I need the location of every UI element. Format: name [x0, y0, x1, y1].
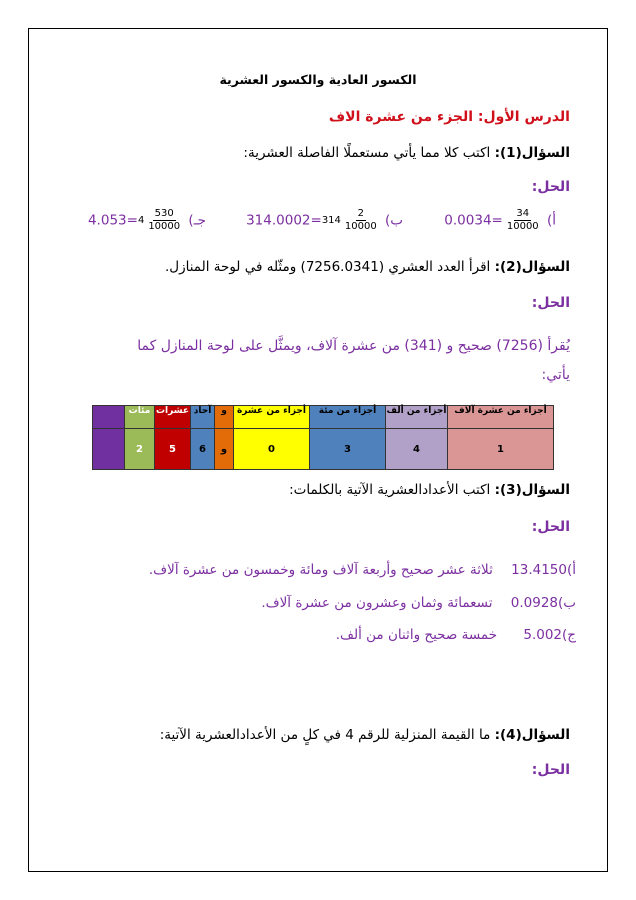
solution-label-4: الحل: [531, 762, 570, 778]
answer-c-denominator: 10000 [148, 221, 181, 232]
question-1-text: اكتب كلا مما يأتي مستعملًا الفاصلة العشرية: [243, 145, 491, 161]
question-3 [289, 482, 570, 498]
place-header-cell: آحاد [191, 406, 215, 429]
q3-answer-c-number: 5.002 [523, 627, 563, 643]
place-value-cell: 3 [310, 429, 386, 470]
q3-answer-c-letter: ج) [562, 627, 576, 643]
place-header-cell: أجزاء من مئة [310, 406, 386, 429]
place-value-cell: 0 [234, 429, 310, 470]
answer-c-result: 4.053 [87, 212, 127, 229]
question-4-label: السؤال(4): [494, 727, 570, 743]
q3-answer-a-number: 13.4150 [511, 562, 567, 578]
question-2-text: اقرأ العدد العشري (7256.0341) ومثّله في لوحة المنازل. [164, 259, 491, 275]
answer-a-numerator: 34 [516, 208, 530, 219]
question-4-text: ما القيمة المنزلية للرقم 4 في كلٍ من الأعدادالعشرية الآتية: [159, 727, 491, 743]
answer-b-letter: ب) [385, 212, 403, 229]
answer-c-letter: جـ) [188, 212, 206, 229]
place-header-cell: مئات [125, 406, 155, 429]
place-header-cell: أجزاء من ألف [386, 406, 448, 429]
q1-answer-c [88, 208, 206, 233]
answer-a-equals: = [491, 212, 503, 229]
place-header-cell: أجزاء من عشرة آلاف [448, 406, 554, 429]
answer-b-equals: = [310, 212, 322, 229]
q3-answer-b-words: تسعمائة وثمان وعشرون من عشرة آلاف. [261, 595, 493, 611]
place-table-value-row [93, 429, 554, 470]
question-3-label: السؤال(3): [494, 482, 570, 498]
place-header-cell: أجزاء من عشرة [234, 406, 310, 429]
q3-answer-b-letter: ب) [558, 595, 576, 611]
place-header-cell: و [215, 406, 234, 429]
place-value-cell: 2 [125, 429, 155, 470]
question-4 [160, 727, 570, 743]
answer-b-numerator: 2 [357, 208, 364, 219]
answer-b-whole: 314 [321, 215, 341, 226]
answer-a-result: 0.0034 [444, 212, 492, 229]
answer-c-numerator: 530 [154, 208, 174, 219]
place-value-cell [93, 429, 125, 470]
q1-answer-a [444, 208, 556, 233]
q3-answer-a [149, 562, 576, 578]
solution-label-3: الحل: [531, 519, 570, 535]
q1-answer-b [246, 208, 403, 233]
place-value-cell: 1 [448, 429, 554, 470]
place-value-cell: 5 [155, 429, 191, 470]
place-header-cell: عشرات [155, 406, 191, 429]
q3-answer-a-words: ثلاثة عشر صحيح وأربعة آلاف ومائة وخمسون من عشرة آلاف. [148, 562, 493, 578]
answer-a-denominator: 10000 [506, 221, 539, 232]
answer-b-denominator: 10000 [344, 221, 377, 232]
answer-c-fraction [146, 208, 182, 233]
q3-answer-a-letter: أ) [566, 562, 576, 578]
q3-answer-b [261, 595, 576, 611]
place-value-table [92, 405, 554, 470]
place-value-cell: و [215, 429, 234, 470]
q3-answer-c [336, 627, 576, 643]
question-2 [165, 259, 570, 275]
question-3-text: اكتب الأعدادالعشرية الآتية بالكلمات: [289, 482, 491, 498]
answer-b-fraction [343, 208, 379, 233]
solution-label-2: الحل: [531, 295, 570, 311]
place-value-cell: 4 [386, 429, 448, 470]
answer-c-equals: = [126, 212, 138, 229]
solution-label-1: الحل: [531, 179, 570, 195]
answer-a-letter: أ) [546, 212, 556, 229]
q2-answer-line-2: يأتي: [541, 367, 570, 383]
question-1 [243, 145, 570, 161]
q3-answer-c-words: خمسة صحيح واثنان من ألف. [335, 627, 498, 643]
q2-answer-line-1: يُقرأ (7256) صحيح و (341) من عشرة آلاف، ويمثَّل على لوحة المنازل كما [137, 338, 570, 354]
answer-a-fraction [505, 208, 541, 233]
place-table-header-row [93, 406, 554, 429]
answer-c-whole: 4 [137, 215, 145, 226]
place-header-cell [93, 406, 125, 429]
q3-answer-b-number: 0.0928 [510, 595, 559, 611]
question-2-label: السؤال(2): [494, 259, 570, 275]
place-value-cell: 6 [191, 429, 215, 470]
answer-b-result: 314.0002 [246, 212, 311, 229]
question-1-label: السؤال(1): [494, 145, 570, 161]
lesson-heading: الدرس الأول: الجزء من عشرة الاف [328, 109, 570, 125]
document-title: الكسور العادية والكسور العشرية [219, 72, 417, 87]
